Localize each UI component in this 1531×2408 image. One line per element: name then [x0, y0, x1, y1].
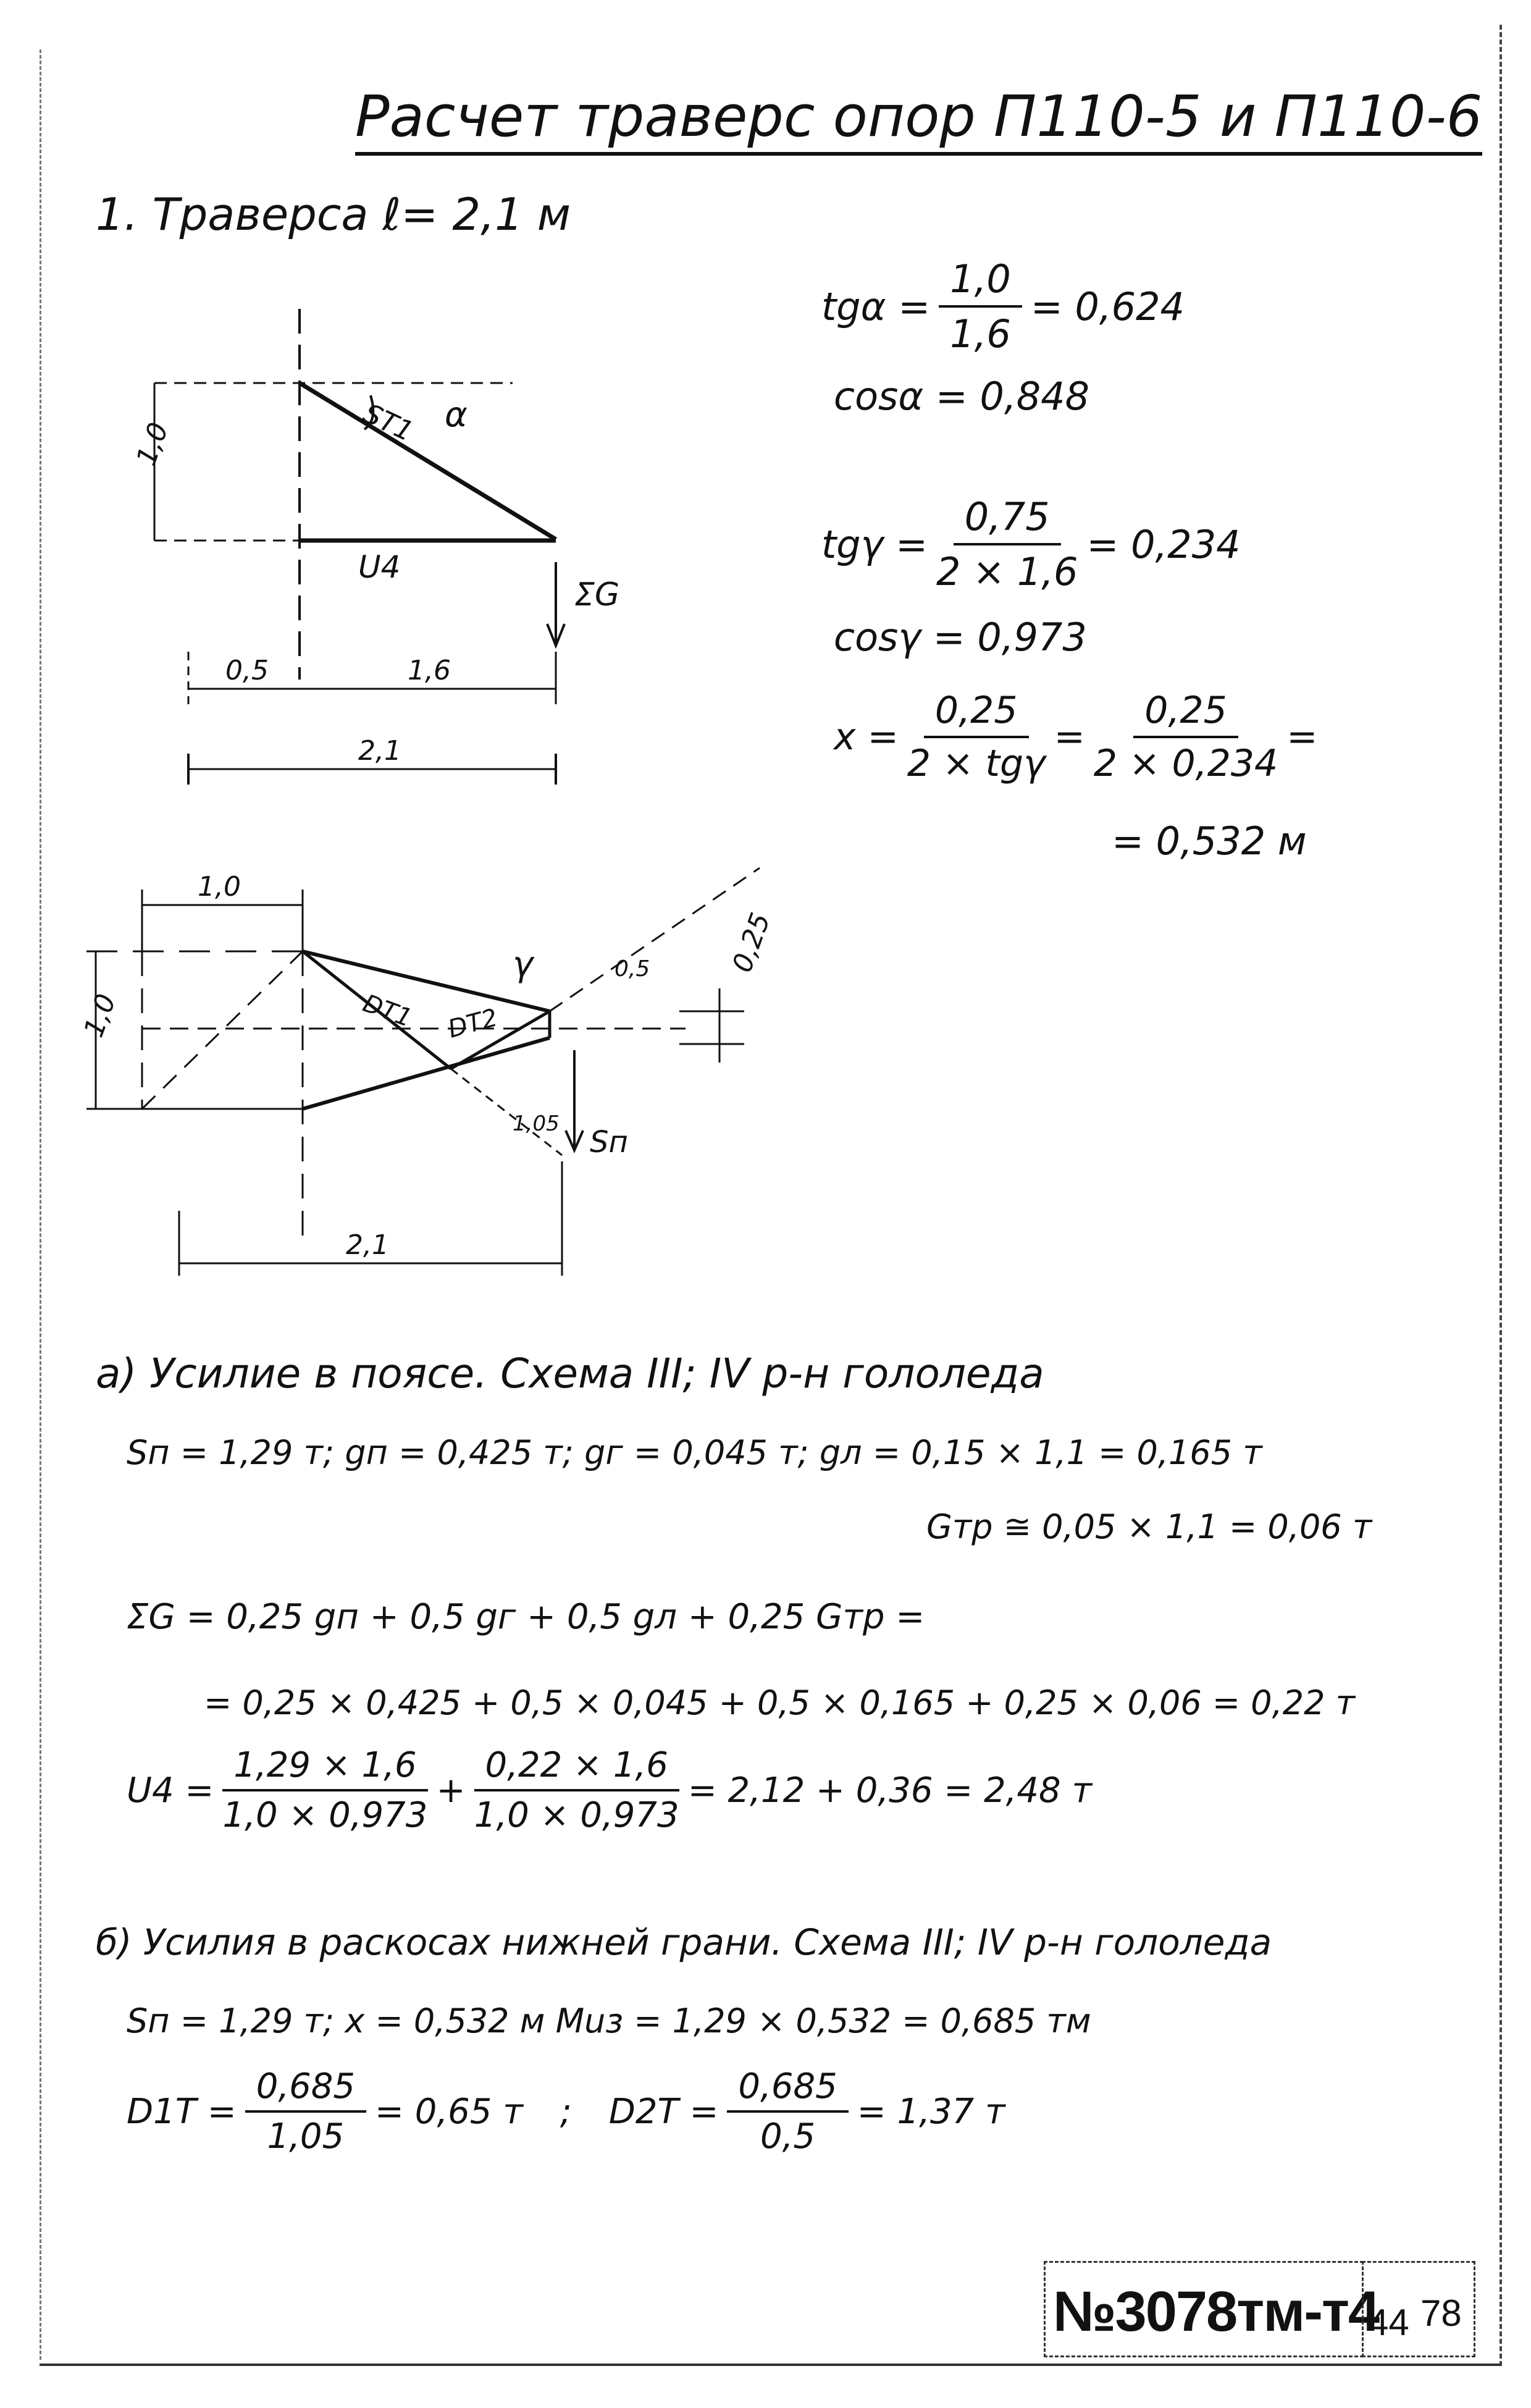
fraction — [936, 494, 1078, 594]
fraction — [1094, 689, 1278, 785]
formula-result: = — [1286, 715, 1318, 759]
label-sum-g: ΣG — [574, 576, 620, 613]
stamp-page-2: 78 — [1420, 2292, 1462, 2334]
formula-result: = 0,65 т — [375, 2091, 523, 2132]
formula-tg-gamma — [821, 494, 1241, 594]
denominator: 0,5 — [760, 2116, 816, 2157]
numerator: 1,29 × 1,6 — [222, 1745, 427, 1791]
label-d2t: DT2 — [445, 1003, 501, 1044]
part-a-line1: Sп = 1,29 т; gп = 0,425 т; gг = 0,045 т; gл = 0,15 × 1,1 = 0,165 т — [127, 1433, 1262, 1472]
dim-left-label: 0,5 — [225, 655, 269, 686]
dim-105-label: 1,05 — [513, 1111, 560, 1136]
label-u4: U4 — [358, 549, 401, 585]
formula-lhs: x = — [834, 715, 899, 759]
fraction — [222, 1745, 427, 1835]
part-a-heading: а) Усилие в поясе. Схема III; IV р-н гололеда — [96, 1350, 1044, 1397]
formula-cos-alpha: cosα = 0,848 — [834, 374, 1090, 419]
dim-05-label: 0,5 — [614, 956, 650, 982]
denominator: 2 × tgγ — [907, 742, 1046, 785]
dim-height-label: 1,0 — [78, 990, 123, 1042]
part-a-line3: ΣG = 0,25 gп + 0,5 gг + 0,5 gл + 0,25 Gтр = — [127, 1597, 925, 1637]
numerator: 0,25 — [1133, 689, 1238, 738]
formula-result: = 0,624 — [1030, 284, 1185, 329]
formula-result: = 2,12 + 0,36 = 2,48 т — [687, 1770, 1093, 1811]
formula-lhs: tgγ = — [821, 521, 928, 567]
dim-top-label: 1,0 — [198, 871, 241, 903]
frame-bottom-border — [40, 2364, 1501, 2366]
part-b-heading: б) Усилия в раскосах нижней грани. Схема III; IV р-н гололеда — [96, 1921, 1272, 1963]
guide-top-dashed — [550, 868, 760, 1011]
label-st1: ST1 — [358, 397, 418, 448]
plus-sign: + — [436, 1770, 466, 1811]
label-gamma: γ — [513, 945, 534, 985]
page-title: Расчет траверс опор П110-5 и П110-6 — [355, 83, 1482, 156]
fraction — [245, 2066, 366, 2157]
dim-total-label: 2,1 — [358, 735, 401, 767]
formula-u4 — [127, 1745, 1092, 1835]
diagonal-dashed — [142, 951, 303, 1109]
formula-result: = 1,37 т — [857, 2091, 1005, 2132]
stamp-number: №3078тм-т4 — [1053, 2280, 1379, 2343]
formula-result: = 0,234 — [1086, 521, 1241, 567]
diagram-traverse-plan-view — [68, 865, 809, 1310]
denominator: 1,05 — [267, 2116, 345, 2157]
part-a-line4: = 0,25 × 0,425 + 0,5 × 0,045 + 0,5 × 0,165 + 0,25 × 0,06 = 0,22 т — [204, 1683, 1356, 1722]
formula-lhs: tgα = — [821, 284, 931, 329]
separator: ; — [560, 2091, 572, 2132]
label-d1t: DT1 — [359, 989, 416, 1033]
numerator: 0,685 — [727, 2066, 848, 2113]
dim-025-label: 0,25 — [726, 909, 777, 977]
formula-cos-gamma: cosγ = 0,973 — [834, 615, 1087, 660]
fraction — [727, 2066, 848, 2157]
part-a-line2: Gтр ≅ 0,05 × 1,1 = 0,06 т — [926, 1507, 1372, 1546]
diagram-traverse-side-view — [111, 297, 667, 791]
fraction — [939, 256, 1022, 356]
denominator: 1,0 × 0,973 — [474, 1795, 679, 1835]
part-b-line1: Sп = 1,29 т; x = 0,532 м Мuз = 1,29 × 0,532 = 0,685 тм — [127, 2002, 1091, 2040]
member-st1 — [300, 383, 556, 539]
formula-lhs: D2T = — [608, 2091, 719, 2132]
stamp-page: 44 — [1368, 2302, 1409, 2343]
numerator: 1,0 — [939, 256, 1022, 308]
denominator: 1,6 — [950, 311, 1011, 356]
fraction — [474, 1745, 679, 1835]
formula-tg-alpha — [821, 256, 1185, 356]
fraction — [907, 689, 1046, 785]
denominator: 2 × 1,6 — [936, 549, 1078, 594]
formula-lhs: D1T = — [127, 2091, 237, 2132]
label-alpha: α — [445, 395, 468, 435]
denominator: 2 × 0,234 — [1093, 742, 1278, 785]
label-sn: Sп — [590, 1125, 628, 1160]
numerator: 0,25 — [924, 689, 1029, 738]
formula-x — [834, 689, 1318, 785]
equals-sign: = — [1054, 715, 1085, 759]
dim-right-label: 1,6 — [408, 655, 451, 686]
dim-height-label: 1,0 — [130, 418, 175, 470]
dim-total-label: 2,1 — [346, 1229, 389, 1261]
numerator: 0,75 — [954, 494, 1061, 545]
frame-right-border — [1500, 25, 1502, 2366]
frame-left-border — [40, 49, 41, 2360]
formula-x-result: = 0,532 м — [1112, 819, 1307, 864]
numerator: 0,22 × 1,6 — [474, 1745, 679, 1791]
section-heading: 1. Траверса ℓ= 2,1 м — [96, 188, 571, 240]
formula-diagonals — [127, 2066, 1005, 2157]
numerator: 0,685 — [245, 2066, 366, 2113]
formula-lhs: U4 = — [127, 1770, 214, 1811]
denominator: 1,0 × 0,973 — [222, 1795, 428, 1835]
